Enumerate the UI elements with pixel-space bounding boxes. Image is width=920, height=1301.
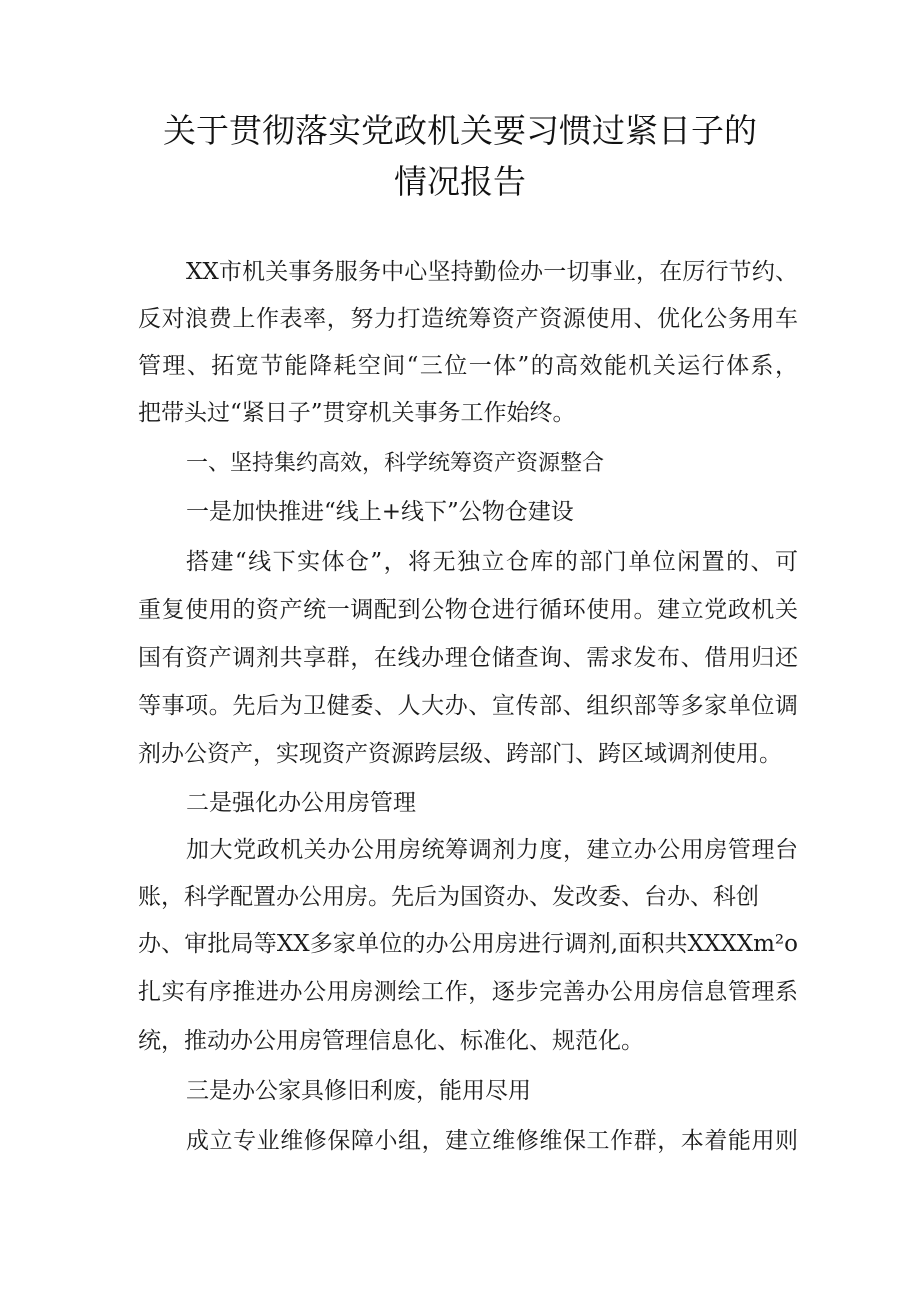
intro-line-3: 管理、拓宽节能降耗空间“三位一体”的高效能机关运行体系， [138, 353, 798, 379]
document-title-line-1: 关于贯彻落实党政机关要习惯过紧日子的 [163, 111, 757, 150]
intro-line-1: XX市机关事务服务中心坚持勤俭办一切事业，在厉行节约、 [186, 259, 798, 285]
sub-3-heading: 三是办公家具修旧利废，能用尽用 [186, 1078, 531, 1104]
sub-1-line-4: 等事项。先后为卫健委、人大办、宣传部、组织部等多家单位调 [138, 693, 798, 719]
sub-2-line-2: 账，科学配置办公用房。先后为国资办、发改委、台办、科创 [138, 884, 759, 910]
sub-1-heading: 一是加快推进“线上+线下”公物仓建设 [186, 499, 574, 525]
sub-1-line-3: 国有资产调剂共享群，在线办理仓储查询、需求发布、借用归还 [138, 645, 798, 671]
section-1-heading: 一、坚持集约高效，科学统筹资产资源整合 [186, 451, 605, 476]
sub-1-line-1: 搭建“线下实体仓”，将无独立仓库的部门单位闲置的、可 [186, 549, 798, 575]
sub-2-line-3: 办、审批局等XX多家单位的办公用房进行调剂,面积共XXXXm²o [138, 931, 798, 957]
document-title-line-2: 情况报告 [394, 162, 526, 201]
sub-2-line-1: 加大党政机关办公用房统筹调剂力度，建立办公用房管理台 [186, 837, 798, 863]
intro-line-4: 把带头过“紧日子”贯穿机关事务工作始终。 [138, 400, 576, 426]
sub-1-line-5: 剂办公资产，实现资产资源跨层级、跨部门、跨区域调剂使用。 [138, 741, 782, 767]
intro-line-2: 反对浪费上作表率，努力打造统筹资产资源使用、优化公务用车 [138, 306, 798, 332]
sub-2-heading: 二是强化办公用房管理 [186, 790, 416, 816]
sub-2-line-4: 扎实有序推进办公用房测绘工作，逐步完善办公用房信息管理系 [138, 979, 798, 1005]
sub-3-line-1: 成立专业维修保障小组，建立维修维保工作群，本着能用则 [186, 1128, 798, 1154]
sub-2-line-5: 统，推动办公用房管理信息化、标准化、规范化。 [138, 1028, 644, 1054]
sub-1-line-2: 重复使用的资产统一调配到公物仓进行循环使用。建立党政机关 [138, 597, 798, 623]
